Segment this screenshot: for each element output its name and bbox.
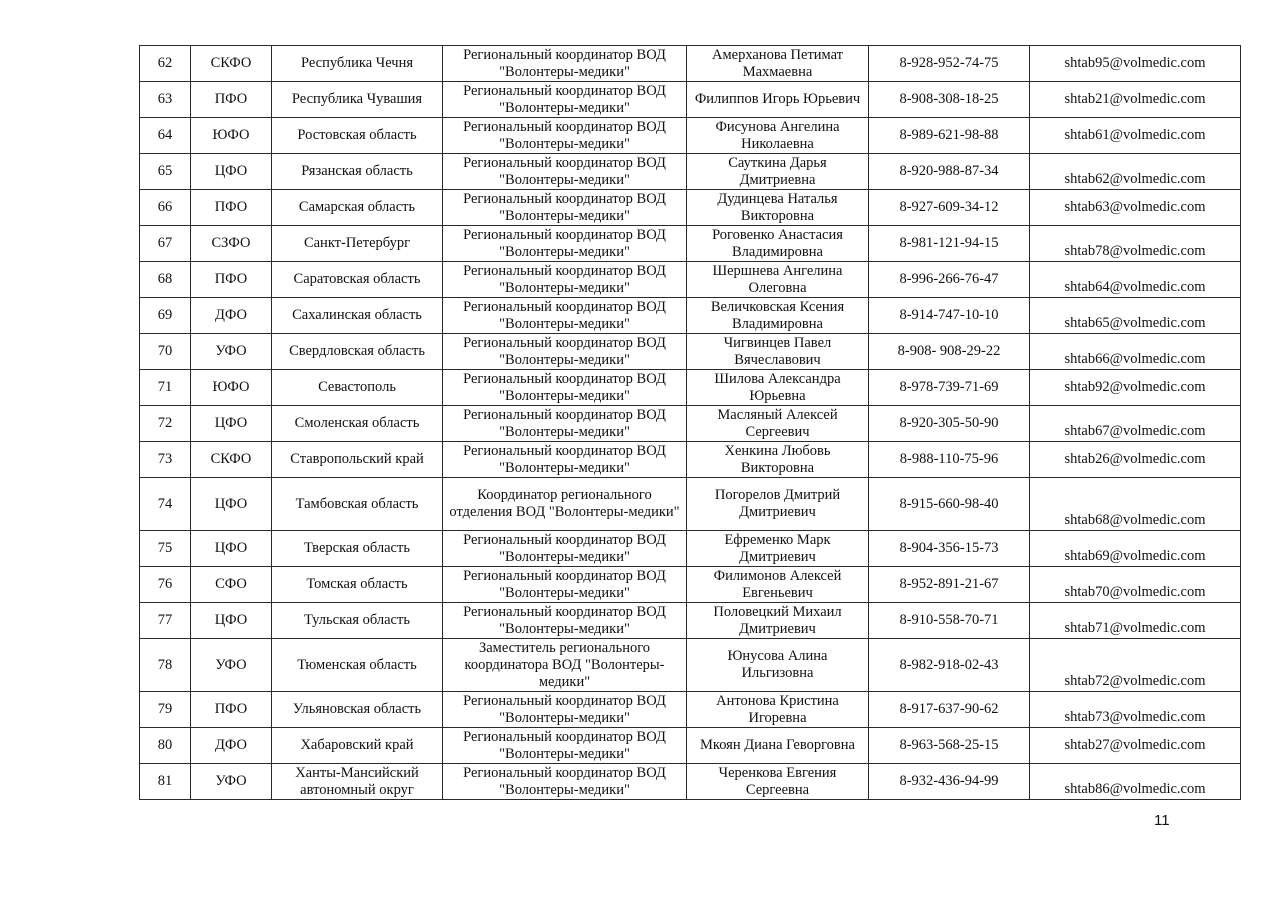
- email-cell: shtab68@volmedic.com: [1030, 478, 1241, 531]
- row-number-cell: 75: [140, 531, 191, 567]
- region-cell: Республика Чечня: [272, 46, 443, 82]
- row-number-cell: 64: [140, 118, 191, 154]
- table-body: [140, 46, 1241, 800]
- coordinator-name-cell: Роговенко Анастасия Владимировна: [687, 226, 869, 262]
- federal-district-cell: УФО: [191, 639, 272, 692]
- coordinator-name-cell: Черенкова Евгения Сергеевна: [687, 764, 869, 800]
- position-cell: Региональный координатор ВОД "Волонтеры-медики": [443, 334, 687, 370]
- table-row: [140, 639, 1241, 692]
- position-cell: Региональный координатор ВОД "Волонтеры-медики": [443, 603, 687, 639]
- coordinator-name-cell: Дудинцева Наталья Викторовна: [687, 190, 869, 226]
- region-cell: Томская область: [272, 567, 443, 603]
- position-cell: Региональный координатор ВОД "Волонтеры-медики": [443, 567, 687, 603]
- coordinator-name-cell: Чигвинцев Павел Вячеславович: [687, 334, 869, 370]
- coordinator-name-cell: Филиппов Игорь Юрьевич: [687, 82, 869, 118]
- email-cell: shtab21@volmedic.com: [1030, 82, 1241, 118]
- region-cell: Хабаровский край: [272, 728, 443, 764]
- email-cell: shtab62@volmedic.com: [1030, 154, 1241, 190]
- row-number-cell: 73: [140, 442, 191, 478]
- region-cell: Ростовская область: [272, 118, 443, 154]
- coordinator-name-cell: Половецкий Михаил Дмитриевич: [687, 603, 869, 639]
- position-cell: Региональный координатор ВОД "Волонтеры-медики": [443, 190, 687, 226]
- row-number-cell: 77: [140, 603, 191, 639]
- row-number-cell: 76: [140, 567, 191, 603]
- position-cell: Заместитель регионального координатора ВОД "Волонтеры-медики": [443, 639, 687, 692]
- row-number-cell: 81: [140, 764, 191, 800]
- row-number-cell: 78: [140, 639, 191, 692]
- position-cell: Региональный координатор ВОД "Волонтеры-медики": [443, 226, 687, 262]
- coordinator-name-cell: Ефременко Марк Дмитриевич: [687, 531, 869, 567]
- region-cell: Республика Чувашия: [272, 82, 443, 118]
- coordinator-name-cell: Антонова Кристина Игоревна: [687, 692, 869, 728]
- federal-district-cell: УФО: [191, 334, 272, 370]
- region-cell: Санкт-Петербург: [272, 226, 443, 262]
- email-cell: shtab70@volmedic.com: [1030, 567, 1241, 603]
- region-cell: Севастополь: [272, 370, 443, 406]
- table-row: [140, 154, 1241, 190]
- phone-cell: 8-910-558-70-71: [869, 603, 1030, 639]
- page-number: 11: [1154, 812, 1170, 829]
- federal-district-cell: СЗФО: [191, 226, 272, 262]
- table-row: [140, 406, 1241, 442]
- table-row: [140, 82, 1241, 118]
- position-cell: Региональный координатор ВОД "Волонтеры-медики": [443, 692, 687, 728]
- federal-district-cell: ЮФО: [191, 370, 272, 406]
- table-row: [140, 603, 1241, 639]
- position-cell: Региональный координатор ВОД "Волонтеры-медики": [443, 298, 687, 334]
- region-cell: Свердловская область: [272, 334, 443, 370]
- row-number-cell: 72: [140, 406, 191, 442]
- phone-cell: 8-908- 908-29-22: [869, 334, 1030, 370]
- coordinator-name-cell: Величковская Ксения Владимировна: [687, 298, 869, 334]
- federal-district-cell: ЮФО: [191, 118, 272, 154]
- row-number-cell: 66: [140, 190, 191, 226]
- position-cell: Региональный координатор ВОД "Волонтеры-медики": [443, 406, 687, 442]
- federal-district-cell: ПФО: [191, 692, 272, 728]
- region-cell: Тверская область: [272, 531, 443, 567]
- federal-district-cell: СФО: [191, 567, 272, 603]
- federal-district-cell: ЦФО: [191, 478, 272, 531]
- row-number-cell: 62: [140, 46, 191, 82]
- row-number-cell: 65: [140, 154, 191, 190]
- table-row: [140, 567, 1241, 603]
- federal-district-cell: ДФО: [191, 728, 272, 764]
- table-row: [140, 531, 1241, 567]
- coordinator-name-cell: Сауткина Дарья Дмитриевна: [687, 154, 869, 190]
- federal-district-cell: УФО: [191, 764, 272, 800]
- position-cell: Региональный координатор ВОД "Волонтеры-медики": [443, 370, 687, 406]
- phone-cell: 8-981-121-94-15: [869, 226, 1030, 262]
- table-row: [140, 226, 1241, 262]
- phone-cell: 8-904-356-15-73: [869, 531, 1030, 567]
- region-cell: Рязанская область: [272, 154, 443, 190]
- table-row: [140, 692, 1241, 728]
- email-cell: shtab95@volmedic.com: [1030, 46, 1241, 82]
- table-row: [140, 298, 1241, 334]
- position-cell: Региональный координатор ВОД "Волонтеры-медики": [443, 262, 687, 298]
- coordinator-name-cell: Шилова Александра Юрьевна: [687, 370, 869, 406]
- row-number-cell: 63: [140, 82, 191, 118]
- coordinator-name-cell: Юнусова Алина Ильгизовна: [687, 639, 869, 692]
- email-cell: shtab71@volmedic.com: [1030, 603, 1241, 639]
- table-row: [140, 764, 1241, 800]
- email-cell: shtab66@volmedic.com: [1030, 334, 1241, 370]
- coordinators-table: [139, 45, 1241, 800]
- row-number-cell: 80: [140, 728, 191, 764]
- email-cell: shtab73@volmedic.com: [1030, 692, 1241, 728]
- row-number-cell: 74: [140, 478, 191, 531]
- phone-cell: 8-932-436-94-99: [869, 764, 1030, 800]
- coordinator-name-cell: Филимонов Алексей Евгеньевич: [687, 567, 869, 603]
- row-number-cell: 67: [140, 226, 191, 262]
- phone-cell: 8-989-621-98-88: [869, 118, 1030, 154]
- position-cell: Региональный координатор ВОД "Волонтеры-медики": [443, 442, 687, 478]
- federal-district-cell: СКФО: [191, 442, 272, 478]
- email-cell: shtab65@volmedic.com: [1030, 298, 1241, 334]
- table-row: [140, 262, 1241, 298]
- phone-cell: 8-927-609-34-12: [869, 190, 1030, 226]
- phone-cell: 8-914-747-10-10: [869, 298, 1030, 334]
- region-cell: Смоленская область: [272, 406, 443, 442]
- phone-cell: 8-920-988-87-34: [869, 154, 1030, 190]
- phone-cell: 8-952-891-21-67: [869, 567, 1030, 603]
- row-number-cell: 79: [140, 692, 191, 728]
- phone-cell: 8-917-637-90-62: [869, 692, 1030, 728]
- federal-district-cell: ПФО: [191, 262, 272, 298]
- email-cell: shtab78@volmedic.com: [1030, 226, 1241, 262]
- table-row: [140, 442, 1241, 478]
- coordinator-name-cell: Мкоян Диана Геворговна: [687, 728, 869, 764]
- phone-cell: 8-978-739-71-69: [869, 370, 1030, 406]
- email-cell: shtab64@volmedic.com: [1030, 262, 1241, 298]
- table-row: [140, 46, 1241, 82]
- table-row: [140, 334, 1241, 370]
- row-number-cell: 71: [140, 370, 191, 406]
- table-row: [140, 728, 1241, 764]
- region-cell: Самарская область: [272, 190, 443, 226]
- email-cell: shtab86@volmedic.com: [1030, 764, 1241, 800]
- phone-cell: 8-963-568-25-15: [869, 728, 1030, 764]
- position-cell: Координатор регионального отделения ВОД "Волонтеры-медики": [443, 478, 687, 531]
- phone-cell: 8-920-305-50-90: [869, 406, 1030, 442]
- position-cell: Региональный координатор ВОД "Волонтеры-медики": [443, 531, 687, 567]
- phone-cell: 8-908-308-18-25: [869, 82, 1030, 118]
- email-cell: shtab61@volmedic.com: [1030, 118, 1241, 154]
- position-cell: Региональный координатор ВОД "Волонтеры-медики": [443, 118, 687, 154]
- table-row: [140, 190, 1241, 226]
- email-cell: shtab67@volmedic.com: [1030, 406, 1241, 442]
- region-cell: Тюменская область: [272, 639, 443, 692]
- federal-district-cell: ЦФО: [191, 603, 272, 639]
- coordinator-name-cell: Фисунова Ангелина Николаевна: [687, 118, 869, 154]
- coordinator-name-cell: Масляный Алексей Сергеевич: [687, 406, 869, 442]
- region-cell: Саратовская область: [272, 262, 443, 298]
- position-cell: Региональный координатор ВОД "Волонтеры-медики": [443, 154, 687, 190]
- email-cell: shtab63@volmedic.com: [1030, 190, 1241, 226]
- email-cell: shtab26@volmedic.com: [1030, 442, 1241, 478]
- row-number-cell: 69: [140, 298, 191, 334]
- position-cell: Региональный координатор ВОД "Волонтеры-медики": [443, 728, 687, 764]
- email-cell: shtab92@volmedic.com: [1030, 370, 1241, 406]
- region-cell: Сахалинская область: [272, 298, 443, 334]
- federal-district-cell: ДФО: [191, 298, 272, 334]
- phone-cell: 8-988-110-75-96: [869, 442, 1030, 478]
- phone-cell: 8-982-918-02-43: [869, 639, 1030, 692]
- phone-cell: 8-915-660-98-40: [869, 478, 1030, 531]
- region-cell: Ханты-Мансийский автономный округ: [272, 764, 443, 800]
- federal-district-cell: СКФО: [191, 46, 272, 82]
- position-cell: Региональный координатор ВОД "Волонтеры-медики": [443, 46, 687, 82]
- position-cell: Региональный координатор ВОД "Волонтеры-медики": [443, 82, 687, 118]
- federal-district-cell: ЦФО: [191, 154, 272, 190]
- row-number-cell: 70: [140, 334, 191, 370]
- region-cell: Ставропольский край: [272, 442, 443, 478]
- federal-district-cell: ЦФО: [191, 406, 272, 442]
- email-cell: shtab69@volmedic.com: [1030, 531, 1241, 567]
- phone-cell: 8-928-952-74-75: [869, 46, 1030, 82]
- table-row: [140, 118, 1241, 154]
- position-cell: Региональный координатор ВОД "Волонтеры-медики": [443, 764, 687, 800]
- region-cell: Тульская область: [272, 603, 443, 639]
- phone-cell: 8-996-266-76-47: [869, 262, 1030, 298]
- region-cell: Ульяновская область: [272, 692, 443, 728]
- region-cell: Тамбовская область: [272, 478, 443, 531]
- table-row: [140, 370, 1241, 406]
- table-row: [140, 478, 1241, 531]
- federal-district-cell: ЦФО: [191, 531, 272, 567]
- federal-district-cell: ПФО: [191, 190, 272, 226]
- row-number-cell: 68: [140, 262, 191, 298]
- coordinator-name-cell: Амерханова Петимат Махмаевна: [687, 46, 869, 82]
- coordinator-name-cell: Хенкина Любовь Викторовна: [687, 442, 869, 478]
- federal-district-cell: ПФО: [191, 82, 272, 118]
- email-cell: shtab72@volmedic.com: [1030, 639, 1241, 692]
- email-cell: shtab27@volmedic.com: [1030, 728, 1241, 764]
- coordinator-name-cell: Шершнева Ангелина Олеговна: [687, 262, 869, 298]
- coordinator-name-cell: Погорелов Дмитрий Дмитриевич: [687, 478, 869, 531]
